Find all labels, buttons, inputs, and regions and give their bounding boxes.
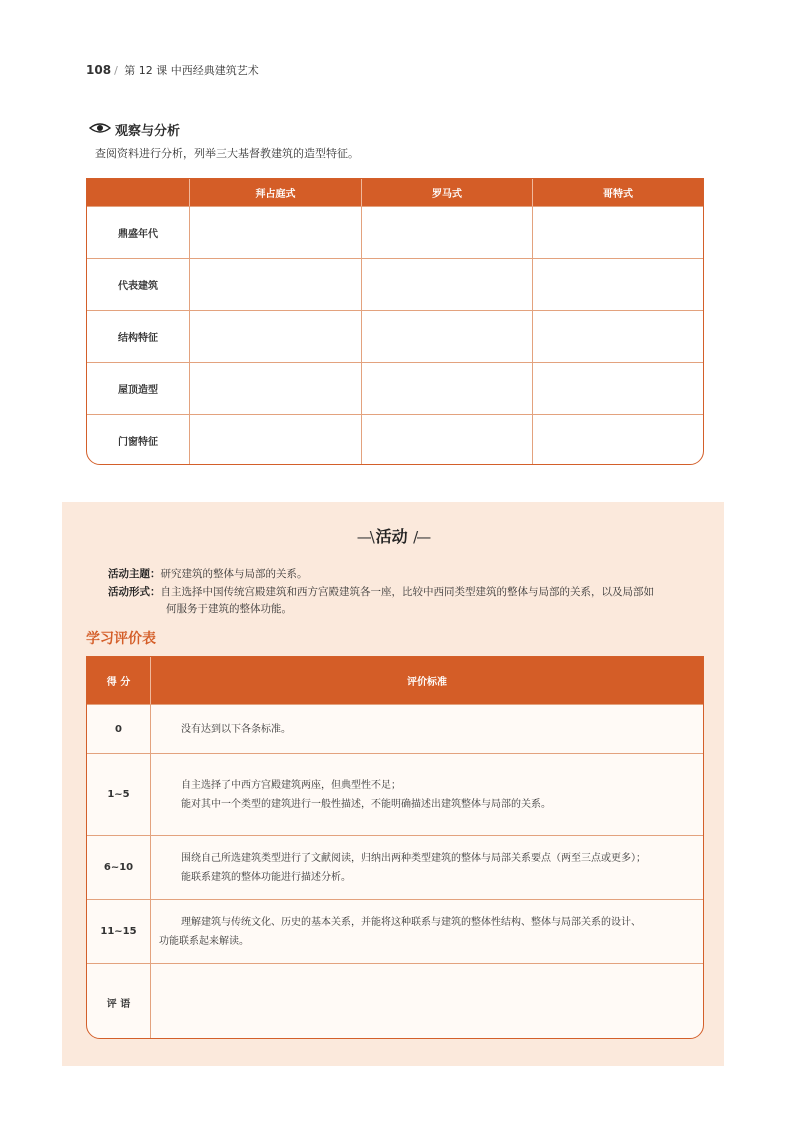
activity-theme [108, 566, 308, 581]
row-label: 屋顶造型 [87, 363, 190, 414]
criteria-line: 理解建筑与传统文化、历史的基本关系，并能将这种联系与建筑的整体性结构、整体与局部关系的设计、 [181, 916, 641, 928]
table-row [87, 258, 703, 310]
architecture-style-table [86, 178, 704, 465]
right-slash-decoration: /— [413, 528, 430, 546]
table-row [87, 835, 703, 899]
header-cell-byzantine: 拜占庭式 [190, 179, 362, 206]
criteria-cell [151, 754, 703, 835]
table-row [87, 414, 703, 465]
form-text-line2: 何服务于建筑的整体功能。 [166, 603, 292, 615]
blank-cell[interactable] [533, 363, 703, 414]
style-table-header [87, 179, 703, 206]
blank-cell[interactable] [362, 363, 533, 414]
table-row [87, 362, 703, 414]
score-cell: 11~15 [87, 900, 151, 963]
criteria-cell [151, 836, 703, 899]
table-row [87, 753, 703, 835]
criteria-line: 功能联系起来解读。 [159, 935, 249, 947]
header-criteria: 评价标准 [407, 677, 447, 688]
page-header: 108 / 第 12 课 中西经典建筑艺术 [86, 63, 259, 77]
score-cell: 0 [87, 705, 151, 753]
criteria-cell [151, 705, 703, 753]
blank-cell[interactable] [533, 311, 703, 362]
blank-cell[interactable] [362, 259, 533, 310]
criteria-cell [151, 900, 703, 963]
table-row [87, 704, 703, 753]
observe-instruction: 查阅资料进行分析，列举三大基督教建筑的造型特征。 [95, 147, 359, 160]
table-row [87, 899, 703, 963]
theme-label: 活动主题： [108, 568, 161, 580]
header-cell-romanesque: 罗马式 [362, 179, 533, 206]
form-label: 活动形式： [108, 586, 161, 598]
blank-cell[interactable] [362, 311, 533, 362]
blank-cell[interactable] [533, 259, 703, 310]
page-number: 108 [86, 63, 112, 77]
evaluation-title: 学习评价表 [86, 631, 156, 647]
left-slash-decoration: —\ [356, 528, 376, 546]
observe-title: 观察与分析 [115, 124, 181, 139]
comment-cell[interactable] [151, 964, 703, 1039]
table-row [87, 963, 703, 1039]
row-label: 代表建筑 [87, 259, 190, 310]
blank-cell[interactable] [190, 207, 362, 258]
criteria-line: 自主选择了中西方宫殿建筑两座，但典型性不足； [181, 779, 401, 791]
theme-text: 研究建筑的整体与局部的关系。 [160, 568, 308, 580]
row-label: 门窗特征 [87, 415, 190, 465]
criteria-line: 能联系建筑的整体功能进行描述分析。 [181, 871, 351, 883]
lesson-title: 中西经典建筑艺术 [170, 64, 259, 77]
criteria-line: 没有达到以下各条标准。 [181, 723, 291, 735]
activity-panel [62, 502, 724, 1066]
score-cell: 1~5 [87, 754, 151, 835]
blank-cell[interactable] [533, 207, 703, 258]
blank-cell[interactable] [362, 415, 533, 465]
activity-title: 活动 [375, 527, 408, 546]
activity-heading [62, 524, 724, 547]
blank-cell[interactable] [190, 415, 362, 465]
form-text-line1: 自主选择中国传统宫殿建筑和西方宫殿建筑各一座，比较中西同类型建筑的整体与局部的关系，以及局部如 [160, 586, 654, 598]
table-row [87, 310, 703, 362]
observe-heading [89, 120, 180, 139]
header-cell-gothic: 哥特式 [603, 189, 633, 200]
blank-cell[interactable] [190, 259, 362, 310]
evaluation-table-header [87, 657, 703, 704]
header-cell [87, 179, 190, 206]
row-label: 鼎盛年代 [87, 207, 190, 258]
table-row [87, 206, 703, 258]
header-score: 得 分 [87, 657, 151, 704]
blank-cell[interactable] [533, 415, 703, 465]
comment-label: 评 语 [87, 964, 151, 1039]
eye-icon [89, 122, 111, 138]
criteria-line: 围绕自己所选建筑类型进行了文献阅读，归纳出两种类型建筑的整体与局部关系要点（两至三点或更多）； [181, 852, 646, 864]
activity-form [108, 584, 708, 618]
lesson-number: 第 12 课 [124, 64, 168, 77]
row-label: 结构特征 [87, 311, 190, 362]
score-cell: 6~10 [87, 836, 151, 899]
evaluation-table [86, 656, 704, 1039]
blank-cell[interactable] [362, 207, 533, 258]
blank-cell[interactable] [190, 363, 362, 414]
blank-cell[interactable] [190, 311, 362, 362]
criteria-line: 能对其中一个类型的建筑进行一般性描述，不能明确描述出建筑整体与局部的关系。 [181, 798, 551, 810]
